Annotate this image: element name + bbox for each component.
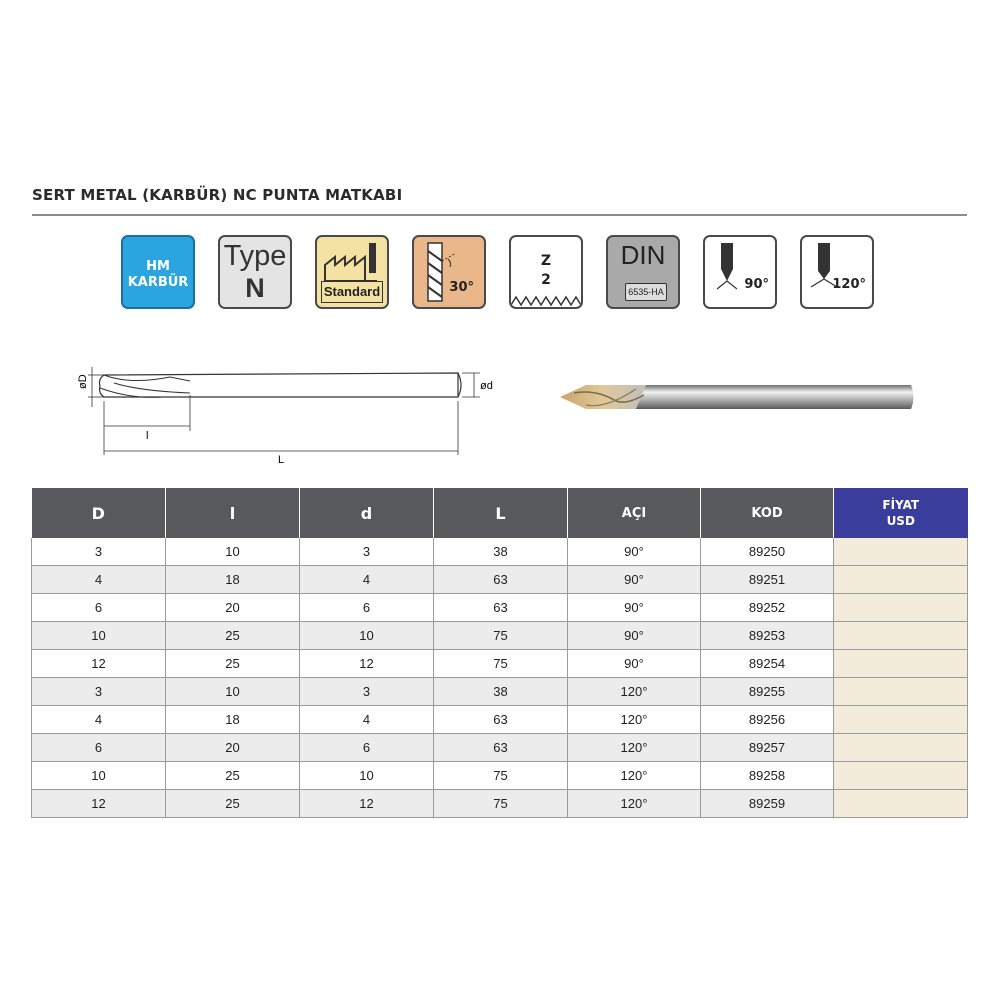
din-standard-icon: [606, 235, 680, 309]
table-cell: 89250: [701, 538, 834, 566]
col-header-l: l: [166, 488, 300, 538]
feature-icons-row: [0, 235, 1000, 315]
table-row: [32, 566, 968, 594]
table-cell: 12: [300, 790, 434, 818]
table-cell: 120°: [568, 762, 701, 790]
table-cell: 6: [300, 734, 434, 762]
table-cell: 38: [434, 538, 568, 566]
din-label: DIN: [620, 240, 666, 270]
helix-angle-icon: [412, 235, 486, 309]
table-cell: 90°: [568, 566, 701, 594]
material-line2: KARBÜR: [127, 275, 189, 290]
table-cell: 6: [32, 734, 166, 762]
table-cell: 4: [300, 566, 434, 594]
price-cell: [834, 622, 968, 650]
price-cell: [834, 538, 968, 566]
carbide-material-icon: [121, 235, 195, 309]
table-cell: 89256: [701, 706, 834, 734]
table-row: [32, 538, 968, 566]
table-cell: 63: [434, 566, 568, 594]
price-cell: [834, 566, 968, 594]
table-cell: 89258: [701, 762, 834, 790]
table-cell: 18: [166, 566, 300, 594]
table-cell: 120°: [568, 678, 701, 706]
title-divider: [32, 214, 967, 216]
type-label: Type: [223, 240, 287, 272]
material-line1: HM: [146, 259, 170, 274]
type-value: N: [245, 273, 265, 303]
table-cell: 120°: [568, 706, 701, 734]
table-cell: 90°: [568, 538, 701, 566]
table-cell: 38: [434, 678, 568, 706]
teeth-icon: [511, 293, 581, 307]
page-title: SERT METAL (KARBÜR) NC PUNTA MATKABI: [32, 186, 403, 204]
price-cell: [834, 790, 968, 818]
dim-D-label: øD: [77, 374, 89, 389]
table-cell: 89255: [701, 678, 834, 706]
table-cell: 10: [300, 622, 434, 650]
point-angle-120-icon: [800, 235, 874, 309]
table-cell: 25: [166, 622, 300, 650]
table-cell: 12: [32, 790, 166, 818]
table-cell: 12: [32, 650, 166, 678]
table-cell: 3: [300, 538, 434, 566]
flutes-icon: [509, 235, 583, 309]
table-cell: 10: [300, 762, 434, 790]
table-row: [32, 734, 968, 762]
table-cell: 6: [300, 594, 434, 622]
flutes-label: Z: [540, 253, 552, 269]
table-cell: 75: [434, 650, 568, 678]
dim-d-label: ød: [480, 380, 493, 392]
table-cell: 4: [32, 566, 166, 594]
table-cell: 89254: [701, 650, 834, 678]
point-90-icon: [705, 237, 775, 307]
table-row: [32, 622, 968, 650]
table-cell: 12: [300, 650, 434, 678]
price-cell: [834, 762, 968, 790]
price-header-line1: FİYAT: [882, 498, 920, 512]
point-angle-120-label: 120°: [832, 277, 866, 292]
table-cell: 3: [32, 538, 166, 566]
table-row: [32, 762, 968, 790]
table-row: [32, 594, 968, 622]
table-cell: 4: [32, 706, 166, 734]
standard-factory-icon: [315, 235, 389, 309]
table-cell: 25: [166, 650, 300, 678]
table-cell: 75: [434, 622, 568, 650]
table-cell: 89257: [701, 734, 834, 762]
price-cell: [834, 594, 968, 622]
table-cell: 10: [32, 622, 166, 650]
price-header-line2: USD: [886, 514, 915, 528]
price-cell: [834, 650, 968, 678]
table-cell: 10: [32, 762, 166, 790]
flutes-value: 2: [541, 272, 551, 288]
table-cell: 6: [32, 594, 166, 622]
col-header-price: [834, 488, 968, 538]
table-row: [32, 790, 968, 818]
col-header-L: L: [434, 488, 568, 538]
table-cell: 10: [166, 678, 300, 706]
dim-L-label: L: [278, 454, 285, 465]
table-cell: 120°: [568, 790, 701, 818]
table-cell: 25: [166, 790, 300, 818]
table-row: [32, 706, 968, 734]
table-header-row: [32, 488, 968, 538]
table-cell: 75: [434, 762, 568, 790]
point-angle-90-label: 90°: [744, 277, 769, 292]
table-cell: 89253: [701, 622, 834, 650]
spec-table: [31, 488, 968, 818]
table-cell: 89259: [701, 790, 834, 818]
table-cell: 90°: [568, 594, 701, 622]
table-cell: 120°: [568, 734, 701, 762]
table-cell: 75: [434, 790, 568, 818]
dim-l-label: l: [146, 430, 149, 442]
col-header-angle: AÇI: [568, 488, 701, 538]
table-cell: 4: [300, 706, 434, 734]
table-cell: 89251: [701, 566, 834, 594]
col-header-code: KOD: [701, 488, 834, 538]
price-cell: [834, 734, 968, 762]
col-header-D: D: [32, 488, 166, 538]
point-angle-90-icon: [703, 235, 777, 309]
table-cell: 3: [300, 678, 434, 706]
drill-photo: [556, 375, 921, 425]
point-120-icon: [802, 237, 872, 307]
helix-angle-label: 30°: [449, 280, 474, 295]
din-code-badge: 6535-HA: [625, 283, 667, 301]
table-cell: 18: [166, 706, 300, 734]
table-cell: 25: [166, 762, 300, 790]
col-header-d: d: [300, 488, 434, 538]
table-cell: 63: [434, 594, 568, 622]
table-cell: 20: [166, 594, 300, 622]
table-cell: 63: [434, 734, 568, 762]
price-cell: [834, 678, 968, 706]
drill-dimension-diagram: [70, 355, 540, 465]
table-cell: 3: [32, 678, 166, 706]
table-cell: 63: [434, 706, 568, 734]
table-cell: 89252: [701, 594, 834, 622]
table-cell: 10: [166, 538, 300, 566]
price-cell: [834, 706, 968, 734]
drill-helix-icon: [414, 237, 484, 307]
table-row: [32, 650, 968, 678]
type-n-icon: [218, 235, 292, 309]
table-cell: 20: [166, 734, 300, 762]
factory-icon: [317, 237, 387, 287]
table-cell: 90°: [568, 622, 701, 650]
standard-label: Standard: [321, 281, 383, 303]
table-cell: 90°: [568, 650, 701, 678]
table-row: [32, 678, 968, 706]
